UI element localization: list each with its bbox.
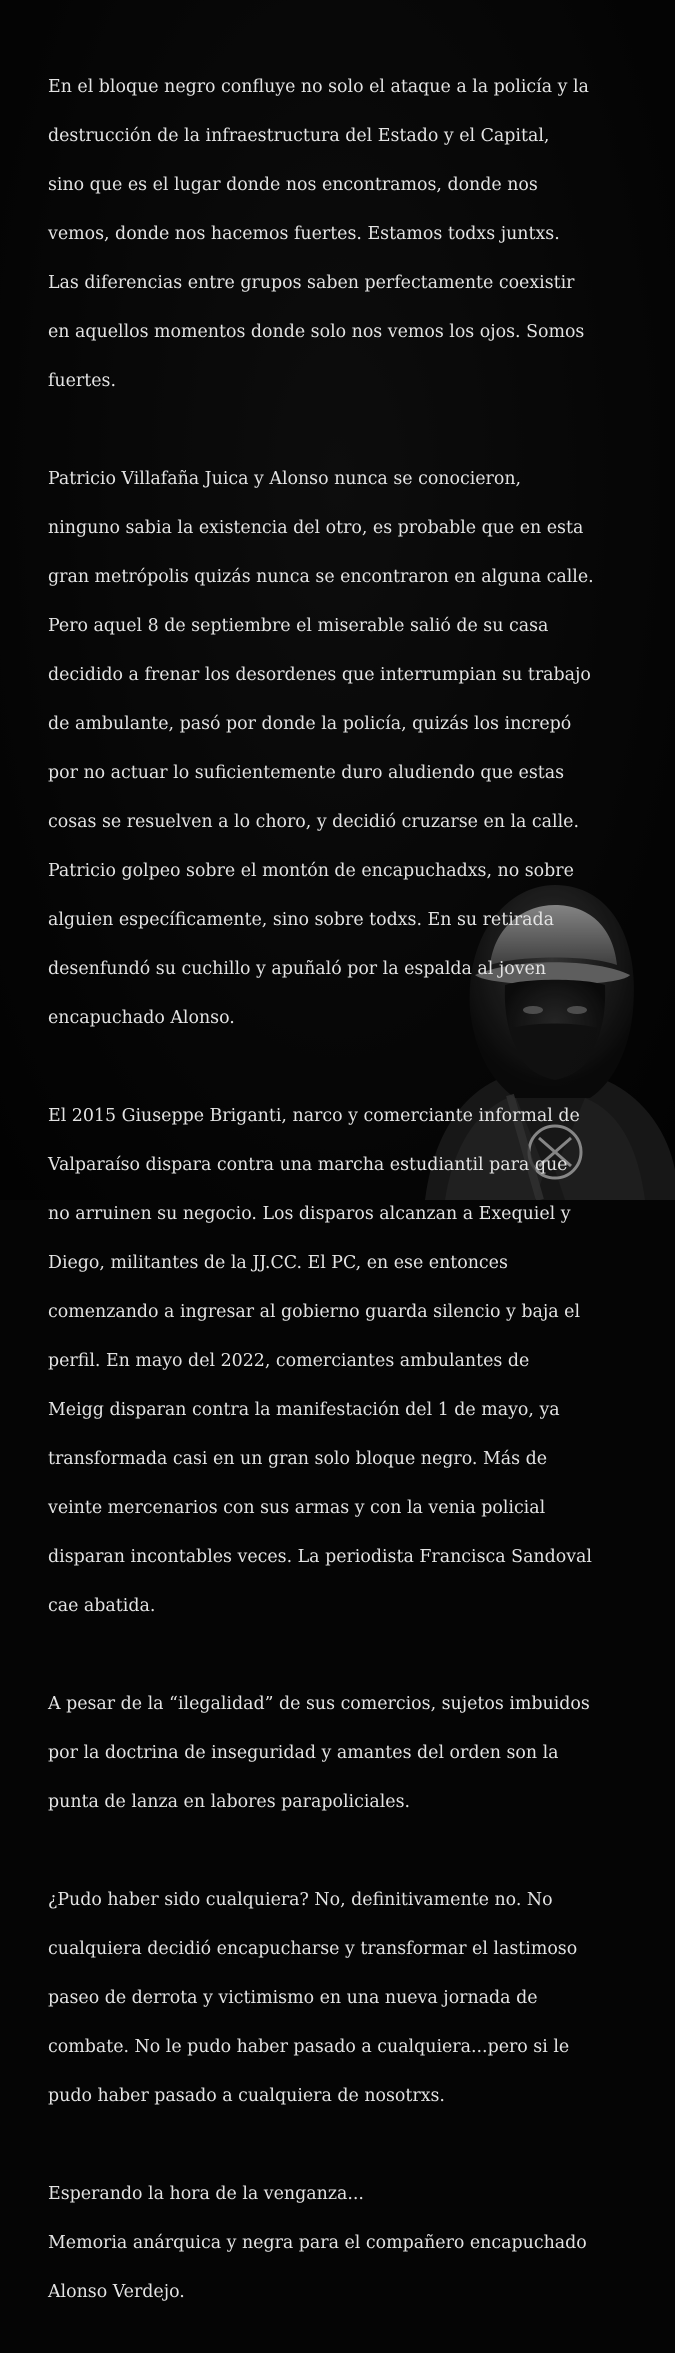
- document-body: [48, 50, 648, 2353]
- text-line: Patricio Villafaña Juica y Alonso nunca se conocieron,: [48, 468, 522, 489]
- text-line: cualquiera decidió encapucharse y transformar el lastimoso: [48, 1938, 578, 1959]
- text-line: sino que es el lugar donde nos encontramos, donde nos: [48, 174, 538, 195]
- text-line: Valparaíso dispara contra una marcha estudiantil para que: [48, 1154, 568, 1175]
- text-line: Alonso Verdejo.: [48, 2281, 185, 2302]
- text-line: Patricio golpeo sobre el montón de encapuchadxs, no sobre: [48, 860, 574, 881]
- paragraph-6: [48, 2157, 648, 2329]
- text-line: comenzando a ingresar al gobierno guarda silencio y baja el: [48, 1301, 581, 1322]
- text-line: Las diferencias entre grupos saben perfectamente coexistir: [48, 272, 575, 293]
- text-line: fuertes.: [48, 370, 116, 391]
- text-line: A pesar de la “ilegalidad” de sus comercios, sujetos imbuidos: [48, 1693, 590, 1714]
- text-line: En el bloque negro confluye no solo el ataque a la policía y la: [48, 76, 589, 97]
- text-line: ¿Pudo haber sido cualquiera? No, definitivamente no. No: [48, 1889, 553, 1910]
- text-line: de ambulante, pasó por donde la policía, quizás los increpó: [48, 713, 572, 734]
- text-line: paseo de derrota y victimismo en una nueva jornada de: [48, 1987, 538, 2008]
- text-line: veinte mercenarios con sus armas y con la venia policial: [48, 1497, 546, 1518]
- text-line: Diego, militantes de la JJ.CC. El PC, en ese entonces: [48, 1252, 508, 1273]
- text-line: gran metrópolis quizás nunca se encontraron en alguna calle.: [48, 566, 594, 587]
- text-line: Esperando la hora de la venganza...: [48, 2183, 364, 2204]
- text-line: punta de lanza en labores parapoliciales.: [48, 1791, 411, 1812]
- paragraph-3: [48, 1079, 648, 1643]
- text-line: cosas se resuelven a lo choro, y decidió cruzarse en la calle.: [48, 811, 579, 832]
- text-line: alguien específicamente, sino sobre todxs. En su retirada: [48, 909, 554, 930]
- paragraph-2: [48, 442, 648, 1055]
- text-line: Pero aquel 8 de septiembre el miserable salió de su casa: [48, 615, 549, 636]
- text-line: perfil. En mayo del 2022, comerciantes ambulantes de: [48, 1350, 530, 1371]
- text-line: transformada casi en un gran solo bloque negro. Más de: [48, 1448, 547, 1469]
- text-line: por la doctrina de inseguridad y amantes del orden son la: [48, 1742, 559, 1763]
- text-line: Memoria anárquica y negra para el compañero encapuchado: [48, 2232, 587, 2253]
- text-line: no arruinen su negocio. Los disparos alcanzan a Exequiel y: [48, 1203, 571, 1224]
- text-line: pudo haber pasado a cualquiera de nosotrxs.: [48, 2085, 445, 2106]
- text-line: Meigg disparan contra la manifestación del 1 de mayo, ya: [48, 1399, 560, 1420]
- text-line: destrucción de la infraestructura del Estado y el Capital,: [48, 125, 550, 146]
- text-line: ninguno sabia la existencia del otro, es probable que en esta: [48, 517, 584, 538]
- text-line: cae abatida.: [48, 1595, 156, 1616]
- paragraph-4: [48, 1667, 648, 1839]
- text-line: por no actuar lo suficientemente duro aludiendo que estas: [48, 762, 565, 783]
- text-line: combate. No le pudo haber pasado a cualquiera...pero si le: [48, 2036, 570, 2057]
- paragraph-1: [48, 50, 648, 418]
- text-line: desenfundó su cuchillo y apuñaló por la espalda al joven: [48, 958, 547, 979]
- text-line: disparan incontables veces. La periodista Francisca Sandoval: [48, 1546, 592, 1567]
- text-line: El 2015 Giuseppe Briganti, narco y comerciante informal de: [48, 1105, 580, 1126]
- text-line: vemos, donde nos hacemos fuertes. Estamos todxs juntxs.: [48, 223, 560, 244]
- text-line: encapuchado Alonso.: [48, 1007, 235, 1028]
- paragraph-5: [48, 1863, 648, 2133]
- text-line: en aquellos momentos donde solo nos vemos los ojos. Somos: [48, 321, 585, 342]
- text-line: decidido a frenar los desordenes que interrumpian su trabajo: [48, 664, 591, 685]
